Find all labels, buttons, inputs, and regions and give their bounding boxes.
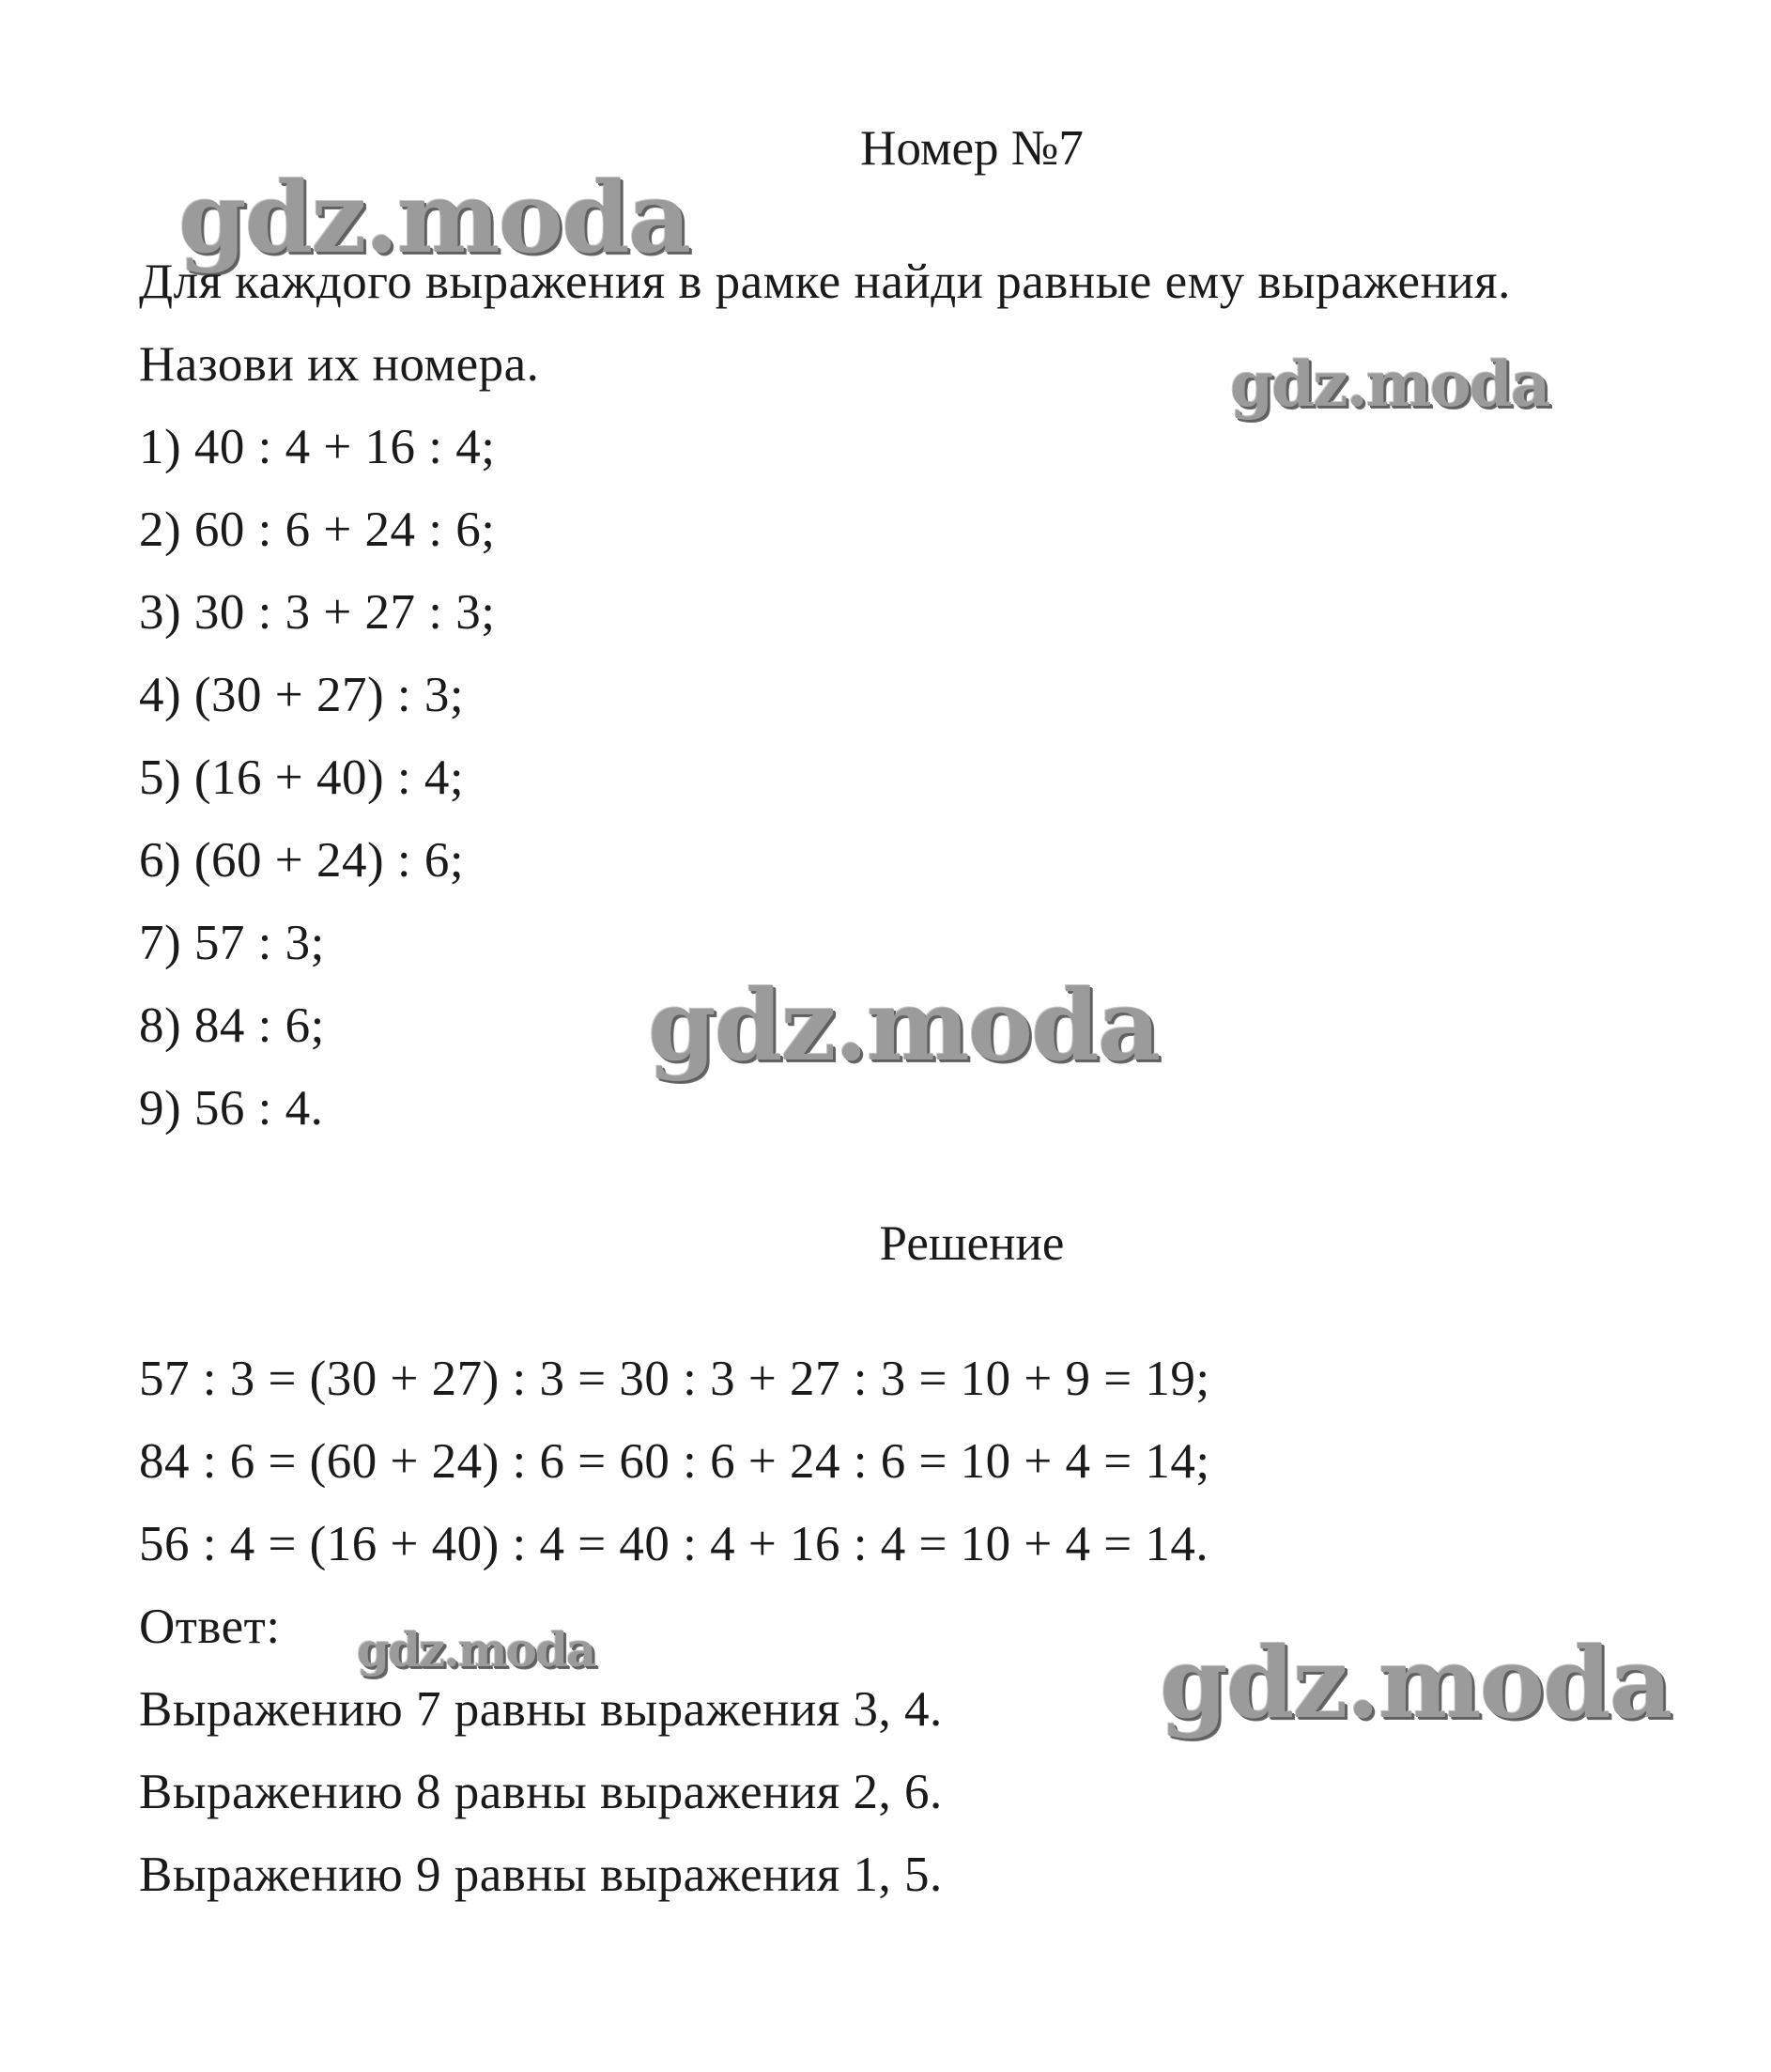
expression-item: 1) 40 : 4 + 16 : 4; xyxy=(139,420,496,474)
expression-item: 8) 84 : 6; xyxy=(139,998,325,1053)
watermark-logo: gdz.moda xyxy=(648,967,1160,1083)
watermark-logo: gdz.moda xyxy=(357,1622,595,1678)
task-text-line2: Назови их номера. xyxy=(139,337,540,392)
answer-label: Ответ: xyxy=(139,1600,281,1654)
expression-item: 4) (30 + 27) : 3; xyxy=(139,668,465,722)
expression-item: 2) 60 : 6 + 24 : 6; xyxy=(139,503,496,557)
solution-line: 84 : 6 = (60 + 24) : 6 = 60 : 6 + 24 : 6 = 10 + 4 = 14; xyxy=(139,1434,1210,1489)
watermark-logo: gdz.moda xyxy=(1160,1625,1671,1740)
expression-item: 9) 56 : 4. xyxy=(139,1081,324,1136)
watermark-logo: gdz.moda xyxy=(178,160,690,275)
expression-item: 3) 30 : 3 + 27 : 3; xyxy=(139,585,496,640)
answer-line: Выражению 8 равны выражения 2, 6. xyxy=(139,1765,943,1819)
expression-item: 7) 57 : 3; xyxy=(139,916,325,970)
watermark-logo: gdz.moda xyxy=(1230,348,1549,421)
task-text-line1: Для каждого выражения в рамке найди равные ему выражения. xyxy=(139,255,1511,309)
solution-heading: Решение xyxy=(879,1216,1065,1271)
expression-item: 5) (16 + 40) : 4; xyxy=(139,750,465,805)
page-title: Номер №7 xyxy=(860,121,1084,176)
solution-line: 57 : 3 = (30 + 27) : 3 = 30 : 3 + 27 : 3 = 10 + 9 = 19; xyxy=(139,1352,1210,1406)
answer-line: Выражению 7 равны выражения 3, 4. xyxy=(139,1682,943,1737)
expression-item: 6) (60 + 24) : 6; xyxy=(139,833,465,888)
answer-line: Выражению 9 равны выражения 1, 5. xyxy=(139,1848,943,1902)
solution-line: 56 : 4 = (16 + 40) : 4 = 40 : 4 + 16 : 4 = 10 + 4 = 14. xyxy=(139,1517,1209,1571)
